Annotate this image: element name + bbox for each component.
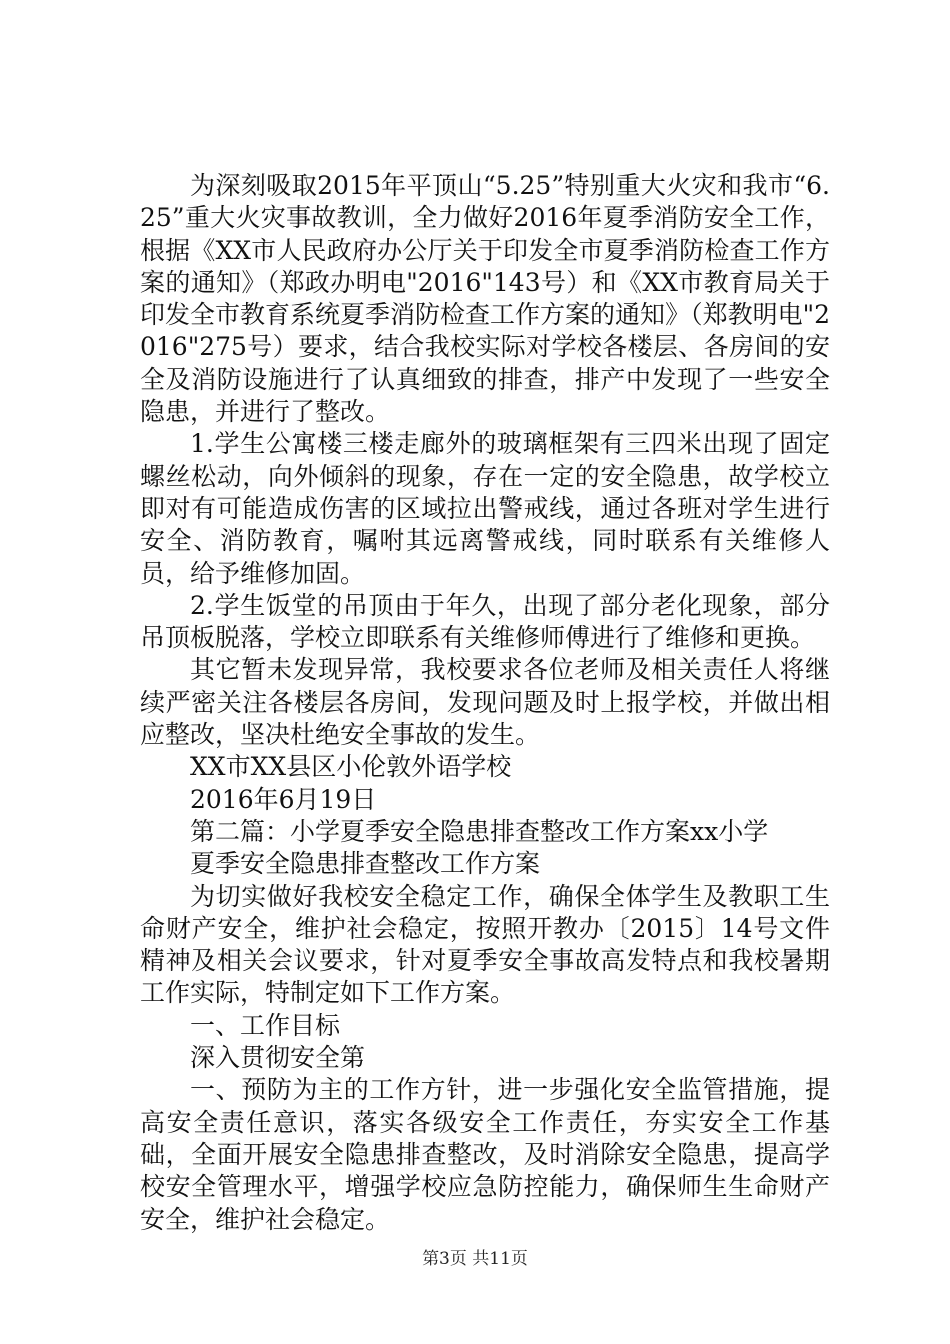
paragraph-goal-body: 一、预防为主的工作方针，进一步强化安全监管措施，提高安全责任意识，落实各级安全工作责任，夯实安全工作基础，全面开展安全隐患排查整改，及时消除安全隐患，提高学校安全管理水平，增强学校应急防控能力，确保师生生命财产安全，维护社会稳定。 [140,1075,830,1234]
section-heading-part-two: 第二篇：小学夏季安全隐患排查整改工作方案xx小学 [190,816,769,846]
signature-date: 2016年6月19日 [190,784,377,814]
paragraph-item-1: 1.学生公寓楼三楼走廊外的玻璃框架有三四米出现了固定螺丝松动，向外倾斜的现象，存在一定的安全隐患，故学校立即对有可能造成伤害的区域拉出警戒线，通过各班对学生进行安全、消防教育，嘱咐其远离警戒线，同时联系有关维修人员，给予维修加固。 [140,429,830,588]
paragraph-plan-intro: 为切实做好我校安全稳定工作，确保全体学生及教职工生命财产安全，维护社会稳定，按照开教办〔2015〕14号文件精神及相关会议要求，针对夏季安全事故高发特点和我校暑期工作实际，特制定如下工作方案。 [140,881,830,1008]
signature-school: XX市XX县区小伦敦外语学校 [190,752,512,782]
page-number-footer: 第3页 共11页 [422,1249,528,1269]
paragraph-item-2: 2.学生饭堂的吊顶由于年久，出现了部分老化现象，部分吊顶板脱落，学校立即联系有关维修师傅进行了维修和更换。 [140,590,830,653]
heading-work-goal: 一、工作目标 [190,1010,341,1040]
paragraph-intro: 为深刻吸取2015年平顶山“5.25”特别重大火灾和我市“6.25”重大火灾事故教训，全力做好2016年夏季消防安全工作，根据《XX市人民政府办公厅关于印发全市夏季消防检查工作方案的通知》（郑政办明电"2016"143号）和《XX市教育局关于印发全市教育系统夏季消防检查工作方案的通知》（郑教明电"2016"275号）要求，结合我校实际对学校各楼层、各房间的安全及消防设施进行了认真细致的排查，排产中发现了一些安全隐患，并进行了整改。 [140,171,830,427]
section-subtitle: 夏季安全隐患排查整改工作方案 [190,849,541,879]
document-body [140,170,830,1236]
paragraph-conclusion: 其它暂未发现异常，我校要求各位老师及相关责任人将继续严密关注各楼层各房间，发现问题及时上报学校，并做出相应整改，坚决杜绝安全事故的发生。 [140,655,830,750]
paragraph-goal-lead: 深入贯彻安全第 [190,1043,366,1073]
